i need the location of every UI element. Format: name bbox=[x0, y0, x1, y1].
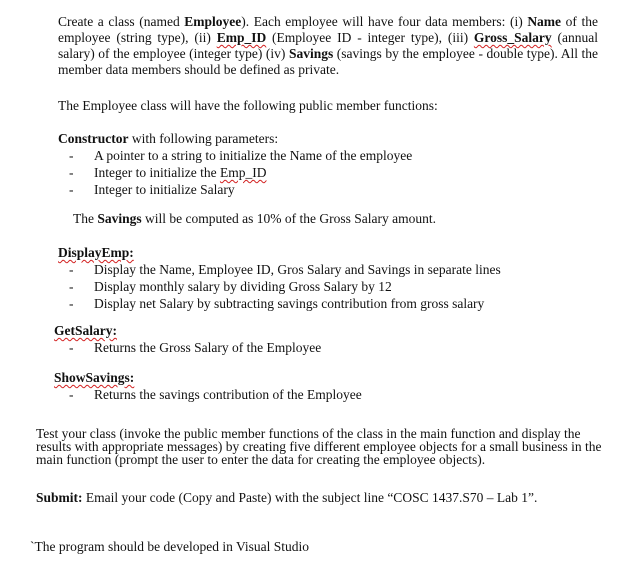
list-item: - Display monthly salary by dividing Gross Salary by 12 bbox=[69, 279, 392, 294]
dash-bullet: - bbox=[69, 148, 74, 163]
emp-id-term: Emp_ID bbox=[219, 165, 267, 180]
dash-bullet: - bbox=[69, 279, 74, 294]
constructor-heading: Constructor with following parameters: bbox=[58, 131, 279, 146]
constructor-section bbox=[58, 130, 598, 198]
intro-paragraph: Create a class (named Employee). Each employee will have four data members: (i) Name of the employee (string type), (ii) Emp_ID (Employee ID - integer type), (iii) Gross_Salary (annual salary) of the employee (integer type) (iv) Savings (savings by the employee - double type). All the member data members should be defined as private. bbox=[58, 14, 598, 77]
public-functions-intro: The Employee class will have the following public member functions: bbox=[58, 98, 438, 113]
class-name: Employee bbox=[184, 14, 242, 29]
list-item: - Returns the savings contribution of the Employee bbox=[69, 387, 362, 402]
get-salary-section bbox=[54, 322, 594, 356]
display-emp-heading: DisplayEmp: bbox=[58, 245, 134, 260]
dash-bullet: - bbox=[69, 340, 74, 355]
dash-bullet: - bbox=[69, 182, 74, 197]
emp-id-term: Emp_ID bbox=[216, 30, 267, 45]
show-savings-heading: ShowSavings: bbox=[54, 370, 135, 385]
submit-instructions: Submit: Email your code (Copy and Paste) with the subject line “COSC 1437.S70 – Lab 1”. bbox=[36, 490, 538, 505]
list-item: - Display the Name, Employee ID, Gros Salary and Savings in separate lines bbox=[69, 262, 501, 277]
get-salary-heading: GetSalary: bbox=[54, 323, 117, 338]
savings-term: Savings bbox=[288, 46, 334, 61]
dash-bullet: - bbox=[69, 262, 74, 277]
list-item: - Returns the Gross Salary of the Employee bbox=[69, 340, 322, 355]
test-instructions: Test your class (invoke the public member functions of the class in the main function and display the results with appropriate messages) by creating five different employee objects for a small business in the main function (prompt the user to enter the data for creating the employee objects). bbox=[36, 426, 602, 467]
list-item: - A pointer to a string to initialize the Name of the employee bbox=[69, 148, 413, 163]
gross-salary-term: Gross_Salary bbox=[473, 30, 552, 45]
list-item: - Display net Salary by subtracting savings contribution from gross salary bbox=[69, 296, 485, 311]
savings-note: The Savings will be computed as 10% of the Gross Salary amount. bbox=[73, 211, 436, 226]
constructor-param-list bbox=[58, 147, 598, 198]
show-savings-section bbox=[54, 369, 594, 403]
display-emp-list bbox=[58, 261, 598, 312]
dash-bullet: - bbox=[69, 165, 74, 180]
dash-bullet: - bbox=[69, 387, 74, 402]
list-item: - Integer to initialize the Emp_ID bbox=[69, 165, 267, 180]
visual-studio-note: `The program should be developed in Visual Studio bbox=[30, 539, 310, 554]
list-item: - Integer to initialize Salary bbox=[69, 182, 235, 197]
show-savings-list bbox=[54, 386, 594, 403]
display-emp-section bbox=[58, 244, 598, 312]
name-term: Name bbox=[527, 14, 562, 29]
get-salary-list bbox=[54, 339, 594, 356]
dash-bullet: - bbox=[69, 296, 74, 311]
